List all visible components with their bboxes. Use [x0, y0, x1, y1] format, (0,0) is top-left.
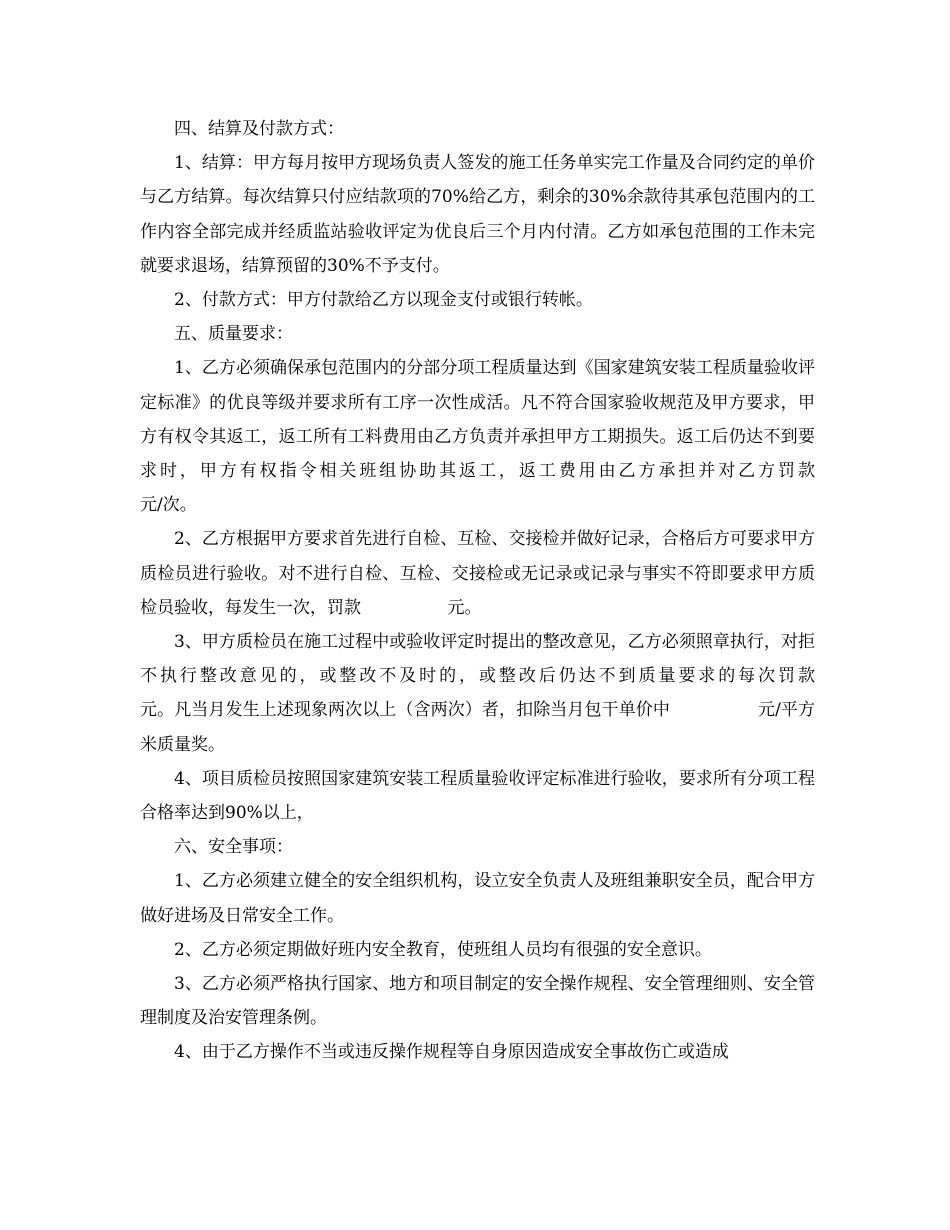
- clause-rectification: 3、甲方质检员在施工过程中或验收评定时提出的整改意见，乙方必须照章执行，对拒不执行整改意见的，或整改不及时的，或整改后仍达不到质量要求的每次罚款 元。凡当月发生上述现象两次以上（含两次）者，扣除当月包干单价中 元/平方米质量奖。: [140, 632, 902, 755]
- section-heading-quality: 五、质量要求：: [174, 324, 293, 345]
- section-heading-settlement: 四、结算及付款方式：: [174, 119, 344, 139]
- clause-self-inspection: 2、乙方根据甲方要求首先进行自检、互检、交接检并做好记录，合格后方可要求甲方质检员进行验收。对不进行自检、互检、交接检或无记录或记录与事实不符即要求甲方质检员验收，每发生一次，罚款 元。: [140, 529, 815, 618]
- clause-safety-organization: 1、乙方必须建立健全的安全组织机构，设立安全负责人及班组兼职安全员，配合甲方做好进场及日常安全工作。: [140, 871, 815, 926]
- document-page: [140, 112, 902, 1070]
- section-heading-safety: 六、安全事项：: [174, 837, 293, 858]
- clause-payment-method: 2、付款方式：甲方付款给乙方以现金支付或银行转帐。: [174, 290, 593, 311]
- clause-acceptance-rate: 4、项目质检员按照国家建筑安装工程质量验收评定标准进行验收，要求所有分项工程合格率达到90%以上，: [140, 768, 815, 824]
- clause-safety-regulations: 3、乙方必须严格执行国家、地方和项目制定的安全操作规程、安全管理细则、安全管理制度及治安管理条例。: [140, 974, 815, 1029]
- clause-safety-liability: 4、由于乙方操作不当或违反操作规程等自身原因造成安全事故伤亡或造成: [174, 1042, 729, 1063]
- clause-settlement: 1、结算：甲方每月按甲方现场负责人签发的施工任务单实完工作量及合同约定的单价与乙方结算。每次结算只付应结款项的70%给乙方，剩余的30%余款待其承包范围内的工作内容全部完成并经质监站验收评定为优良后三个月内付清。乙方如承包范围的工作未完就要求退场，结算预留的30%不予支付。: [140, 153, 815, 276]
- clause-safety-education: 2、乙方必须定期做好班内安全教育，使班组人员均有很强的安全意识。: [174, 939, 712, 960]
- clause-quality-standard: 1、乙方必须确保承包范围内的分部分项工程质量达到《国家建筑安装工程质量验收评定标准》的优良等级并要求所有工序一次性成活。凡不符合国家验收规范及甲方要求，甲方有权令其返工，返工所有工料费用由乙方负责并承担甲方工期损失。返工后仍达不到要求时，甲方有权指令相关班组协助其返工，返工费用由乙方承担并对乙方罚款 元/次。: [140, 358, 902, 516]
